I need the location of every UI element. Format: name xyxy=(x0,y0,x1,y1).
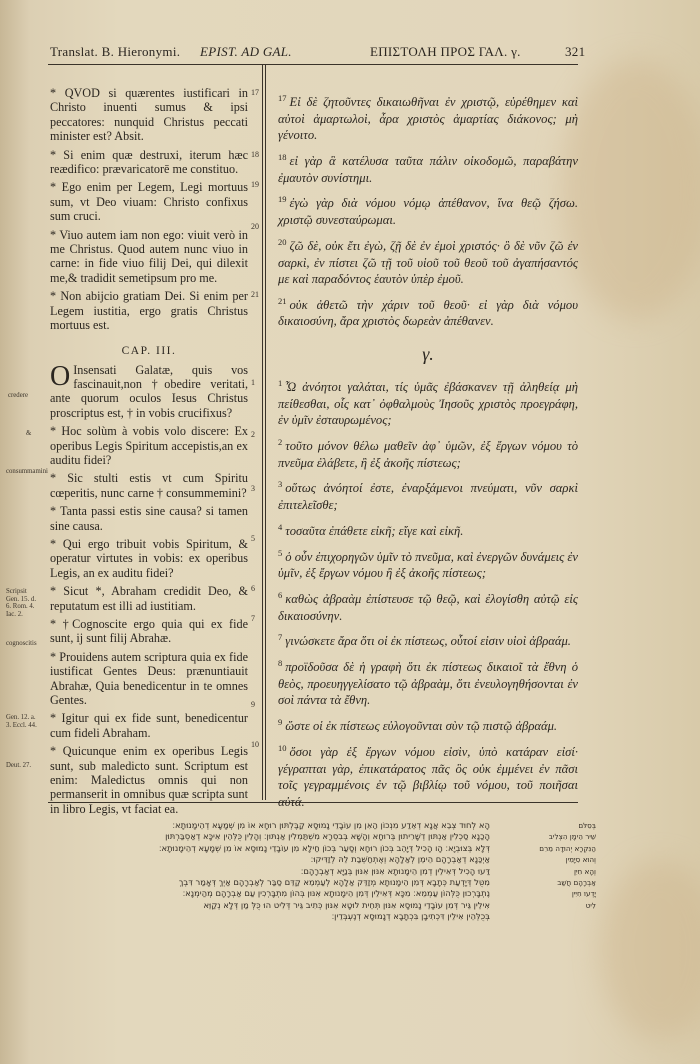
latin-para-1-text: Insensati Galatæ, quis vos fascinauit,non †obedire veritati, ante quorum oculos Iesus Christus proscriptus est, † in vobis crucifixus? xyxy=(50,362,248,420)
targum-margin-line: לִיט xyxy=(585,900,596,910)
targum-margin-line: שֵׁיר הֵימָן הִצְלִיב xyxy=(548,832,596,842)
verse-number: 21 xyxy=(251,290,259,299)
greek-verse-number: 20 xyxy=(278,236,287,247)
targum-margin-line: הַנִּקְרָא יְהוּדָה מֵרִם xyxy=(539,843,596,853)
greek-verse-number: 7 xyxy=(278,632,283,643)
greek-para-20-text: ζῶ δὲ, οὐκ ἔτι ἐγὼ, ζῇ δὲ ἐν ἐμοὶ χριστός· ὃ δὲ νῦν ζῶ ἐν σαρκὶ, ἐν πίστει ζῶ τῇ τοῦ υἱοῦ τοῦ θεοῦ τοῦ ἀγαπήσαντός με καὶ παραδόντος ἑαυτὸν ὑπὲρ ἐμοῦ. xyxy=(278,238,578,287)
header-left: Translat. B. Hieronymi. xyxy=(50,44,181,59)
targum-margin xyxy=(500,820,596,911)
margin-note: credere xyxy=(8,392,28,399)
drop-cap: O xyxy=(50,360,71,392)
margin-note: Scripsit Gen. 15. d. 6. Rom. 4. Iac. 2. xyxy=(6,588,37,618)
targum-margin-line: בְּסִלּם xyxy=(578,821,596,830)
margin-note: cognoscitis xyxy=(6,640,37,647)
greek-verse-number: 1 xyxy=(278,378,283,389)
stain xyxy=(560,60,700,320)
latin-para-19: * Ego enim per Legem, Legi mortuus sum, vt Deo viuam: Christo confixus sum cruci. xyxy=(50,180,248,224)
targum-line: הָכַנָא סַכְלִין אַנְתּוּן דְשָׁרִיתוּן בְּרוּחָא וְהָשָׁא בְּבִסְרָא מִשְׁתַּמְלִין אַנְתּוּן׃ וְהָלֵין כֻּלְּהֵין אִיכָּא דְאַסְבַּרְתּוּן xyxy=(165,831,490,842)
greek-para-19-text: ἐγὼ γὰρ διὰ νόμου νόμῳ ἀπέθανον, ἵνα θεῷ ζήσω. χριστῷ συνεσταύρωμαι. xyxy=(278,196,578,228)
latin-para-8: * Prouidens autem scriptura quia ex fide iustificat Gentes Deus: prænuntiauit Abrahæ, Quia benedicentur in te omnes Gentes. xyxy=(50,649,248,708)
stain xyxy=(600,860,700,1040)
targum-line: אִילֵין גֵּיר דְּמִן עוֹבָדֵי נָמוּסָא אִנּוּן תְּחֵית לוּטָא אִנּוּן כְּתִיב גֵּיר דְּלִיט הוּ כֻּלְּ מַן דְּלָא נְקַוֵּא xyxy=(203,899,490,910)
latin-para-3: * Sic stulti estis vt cum Spiritu cœperitis, nunc carne † consummemini? xyxy=(50,471,248,500)
verse-number: 20 xyxy=(251,222,259,231)
greek-para-c4 xyxy=(278,519,578,540)
greek-verse-number: 19 xyxy=(278,194,287,205)
targum-line: דְּלָא בְּצוּבְיָא׃ הָו הָכִיל דְּיָהֵב בְּכוֹן רוּחָא וְסָעַר בְּכוֹן חַילָא מִן עוֹבָדֵי נָמוּסָא אוֹ מִן שְׁמָעָא דְהֵימָנוּתָא׃ xyxy=(158,842,490,853)
greek-para-21 xyxy=(278,293,578,330)
targum-line: בְּכֻלְּהֵין אִילֵין דִּכְתִיבָן בִּכְתָבָא דְנָמוּסָא דְנֶעְבְּדֵין׃ xyxy=(331,911,490,922)
greek-column xyxy=(278,90,578,815)
verse-number: 17 xyxy=(251,88,259,97)
latin-para-7: * †Cognoscite ergo quia qui ex fide sunt, ij sunt filij Abrahæ. xyxy=(50,617,248,646)
targum-margin-line: אַבְרָהָם חֲשַׁב xyxy=(557,878,596,888)
targum-line: נֶתְבָּרְכוּן כֻּלְּהוֹן עַמְמֵא׃ מִכָּא דְּאִילֵין דְּמִן הֵימָנוּתָא אִנּוּן בְּהוֹן מִתְבָּרְכִין עַם אַבְרָהָם מְהַימְנָא׃ xyxy=(182,888,490,899)
verse-number: 7 xyxy=(251,614,255,623)
greek-verse-number: 4 xyxy=(278,521,283,532)
verse-number: 2 xyxy=(251,430,255,439)
latin-para-4: * Tanta passi estis sine causa? si tamen sine causa. xyxy=(50,504,248,533)
greek-para-c6 xyxy=(278,587,578,624)
greek-para-c3 xyxy=(278,476,578,513)
greek-para-c2-text: τοῦτο μόνον θέλω μαθεῖν ἀφ᾽ ὑμῶν, ἐξ ἔργων νόμου τὸ πνεῦμα ἐλάβετε, ἢ ἐξ ἀκοῆς πίστεως; xyxy=(278,439,578,470)
greek-para-17-text: Εἰ δὲ ζητοῦντες δικαιωθῆναι ἐν χριστῷ, εὑρέθημεν καὶ αὐτοὶ ἁμαρτωλοὶ, ἆρα χριστὸς ἁμαρτίας διάκονος; μὴ γένοιτο. xyxy=(278,95,578,143)
greek-verse-number: 2 xyxy=(278,437,283,448)
verse-number: 10 xyxy=(251,740,259,749)
verse-number: 18 xyxy=(251,150,259,159)
latin-para-10: * Quicunque enim ex operibus Legis sunt, sub maledicto sunt. Scriptum est enim: Maledictus omnis qui non permanserit in omnibus quæ scripta sunt in libro Legis, vt faciat ea. xyxy=(50,744,248,816)
greek-verse-number: 10 xyxy=(278,742,287,753)
greek-verse-number: 21 xyxy=(278,295,287,306)
latin-para-20: * Viuo autem iam non ego: viuit verò in me Christus. Quod autem nunc viuo in carne: in fide viuo filij Dei, qui dilexit me,& tradidit semetipsum pro me. xyxy=(50,227,248,285)
latin-column xyxy=(50,86,248,820)
margin-note: consummamini xyxy=(6,468,48,475)
greek-para-c10 xyxy=(278,740,578,811)
greek-para-17 xyxy=(278,90,578,144)
greek-para-c8-text: προϊδοῦσα δὲ ἡ γραφὴ ὅτι ἐκ πίστεως δικαιοῖ τὰ ἔθνη ὁ θεὸς, προευηγγελίσατο τῷ ἀβραὰμ, ὅτι ἐνευλογηθήσονται ἐν σοὶ πάντα τὰ ἔθνη. xyxy=(278,660,578,708)
greek-verse-number: 9 xyxy=(278,717,283,728)
margin-note: Deut. 27. xyxy=(6,762,32,769)
latin-para-21: * Non abijcio gratiam Dei. Si enim per Legem iustitia, ergo gratis Christus mortuus est. xyxy=(50,289,248,333)
greek-verse-number: 5 xyxy=(278,547,283,558)
targum-margin-line: יָדְעוּ חִיִּין xyxy=(571,889,596,899)
greek-para-c4-text: τοσαῦτα ἐπάθετε εἰκῆ; εἴγε καὶ εἰκῆ. xyxy=(285,523,464,538)
greek-para-20 xyxy=(278,234,578,288)
latin-para-5: * Qui ergo tribuit vobis Spiritum, & operatur virtutes in vobis: ex operibus Legis, an ex auditu fidei? xyxy=(50,536,248,580)
greek-para-c7 xyxy=(278,629,578,650)
targum-line: הָא לְחוּד צְבֵא אֲנָא דְאֵדַע מִנְכוֹן הַאִן מִן עוֹבָדֵי נָמוּסָא קַבֶּלְתּוּן רוּחָא אוֹ מִן שְׁמָעָא דְהֵימָנוּתָא׃ xyxy=(172,820,490,830)
greek-verse-number: 18 xyxy=(278,151,287,162)
margin-note: & xyxy=(26,430,32,437)
greek-para-c1 xyxy=(278,375,578,429)
targum-margin-line: וְהָא חִיִּן xyxy=(573,866,596,876)
latin-para-9: * Igitur qui ex fide sunt, benedicentur cum fideli Abraham. xyxy=(50,711,248,740)
column-rule-right xyxy=(265,64,266,800)
greek-verse-number: 6 xyxy=(278,589,283,600)
greek-para-18 xyxy=(278,149,578,186)
verse-number: 19 xyxy=(251,180,259,189)
greek-para-c9-text: ὥστε οἱ ἐκ πίστεως εὐλογοῦνται σὺν τῷ πιστῷ ἀβραάμ. xyxy=(285,719,558,734)
targum-margin-line: וְהוּא סִיָּמִין xyxy=(565,855,596,865)
greek-verse-number: 8 xyxy=(278,658,283,669)
verse-number: 6 xyxy=(251,584,255,593)
chapter-heading: CAP. III. xyxy=(121,344,177,357)
greek-para-19 xyxy=(278,191,578,228)
header-left-running: EPIST. AD GAL. xyxy=(200,44,292,59)
greek-verse-number: 17 xyxy=(278,93,287,103)
greek-chapter-heading: γ. xyxy=(422,344,434,365)
column-rule-left xyxy=(262,64,263,800)
latin-para-2: * Hoc solùm à vobis volo discere: Ex operibus Legis Spiritum accepistis,an ex auditu fidei? xyxy=(50,424,248,467)
verse-number: 1 xyxy=(251,378,255,387)
greek-verse-number: 3 xyxy=(278,479,283,490)
header-rule xyxy=(48,64,578,65)
greek-para-21-text: οὐκ ἀθετῶ τὴν χάριν τοῦ θεοῦ· εἰ γὰρ διὰ νόμου δικαιοσύνη, ἄρα χριστὸς δωρεὰν ἀπέθανεν. xyxy=(278,297,578,329)
greek-para-c2 xyxy=(278,434,578,471)
greek-para-18-text: εἰ γὰρ ἃ κατέλυσα ταῦτα πάλιν οἰκοδομῶ, παραβάτην ἐμαυτὸν συνίστημι. xyxy=(278,154,578,185)
margin-note: Gen. 12. a. 3. Eccl. 44. xyxy=(6,714,37,729)
greek-para-c7-text: γινώσκετε ἄρα ὅτι οἱ ἐκ πίστεως, οὗτοί εἰσιν υἱοὶ ἀβραάμ. xyxy=(285,634,571,649)
latin-para-17: * QVOD si quærentes iustificari in Christo inuenti sumus & ipsi peccatores: nunquid Christus peccati minister est? Absit. xyxy=(50,86,248,144)
targum-line: אַיְכַּנָא דְאַבְרָהָם הֵימֵן לְאַלָהָא וְאֶתְחַשְּׁבַת לֵהּ לְזַדִּיקוּ׃ xyxy=(310,854,490,865)
header-right-running: ΕΠΙΣΤΟΛΗ ΠΡΟΣ ΓΑΛ. γ. xyxy=(370,44,521,59)
latin-para-18: * Si enim quæ destruxi, iterum hæc reædifico: prævaricatorē me constituo. xyxy=(50,147,248,177)
targum-line: מִטֻּל דְּיָדְעַת כְּתָבָא דְּמִן הֵימָנוּתָא מְזַדֵּק אַלָהָא לְעַמְמֵא קַדֵּם סַבַּר לְאַבְרָהָם אַיְךְ דְּאָמַר דִּבְךְ xyxy=(178,877,490,888)
greek-para-c1-text: Ὦ ἀνόητοι γαλάται, τίς ὑμᾶς ἐβάσκανεν τῇ ἀληθείᾳ μὴ πείθεσθαι, οἷς κατ᾽ ὀφθαλμοὺς Ἰησοῦς χριστὸς προεγράφη, ἐν ὑμῖν ἐσταυρωμένος; xyxy=(278,380,578,428)
greek-para-c3-text: οὕτως ἀνόητοί ἐστε, ἐναρξάμενοι πνεύματι, νῦν σαρκὶ ἐπιτελεῖσθε; xyxy=(278,481,578,513)
greek-para-c6-text: καθὼς ἀβραὰμ ἐπίστευσε τῷ θεῷ, καὶ ἐλογίσθη αὐτῷ εἰς δικαιοσύνην. xyxy=(278,592,578,623)
verse-number: 9 xyxy=(251,700,255,709)
targum-line: דַּעוּ הָכִיל דְּאִילֵין דְמִן הֵימָנוּתָא אִנּוּן אִנּוּן בְּנַיָּא דְאַבְרָהָם׃ xyxy=(300,865,490,876)
greek-para-c5 xyxy=(278,545,578,582)
greek-para-c10-text: ὅσοι γὰρ ἐξ ἔργων νόμου εἰσὶν, ὑπὸ κατάραν εἰσί· γέγραπται γὰρ, ἐπικατάρατος πᾶς ὃς οὐκ ἐμμένει ἐν πᾶσι τοῖς γεγραμμένοις ἐν τῷ βιβλίῳ τοῦ νόμου, τοῦ ποιῆσαι αὐτά. xyxy=(278,745,578,809)
greek-para-c8 xyxy=(278,655,578,709)
targum-text xyxy=(50,820,490,923)
greek-para-c9 xyxy=(278,714,578,735)
verse-number: 3 xyxy=(251,484,255,493)
latin-para-1 xyxy=(50,360,248,421)
latin-para-6: * Sicut *, Abraham credidit Deo, & reputatum est illi ad iustitiam. xyxy=(50,584,248,613)
page-number: 321 xyxy=(565,44,586,59)
greek-para-c5-text: ὁ οὖν ἐπιχορηγῶν ὑμῖν τὸ πνεῦμα, καὶ ἐνεργῶν δυνάμεις ἐν ὑμῖν, ἐξ ἔργων νόμου ἢ ἐξ ἀκοῆς πίστεως; xyxy=(278,549,578,581)
verse-number: 5 xyxy=(251,534,255,543)
